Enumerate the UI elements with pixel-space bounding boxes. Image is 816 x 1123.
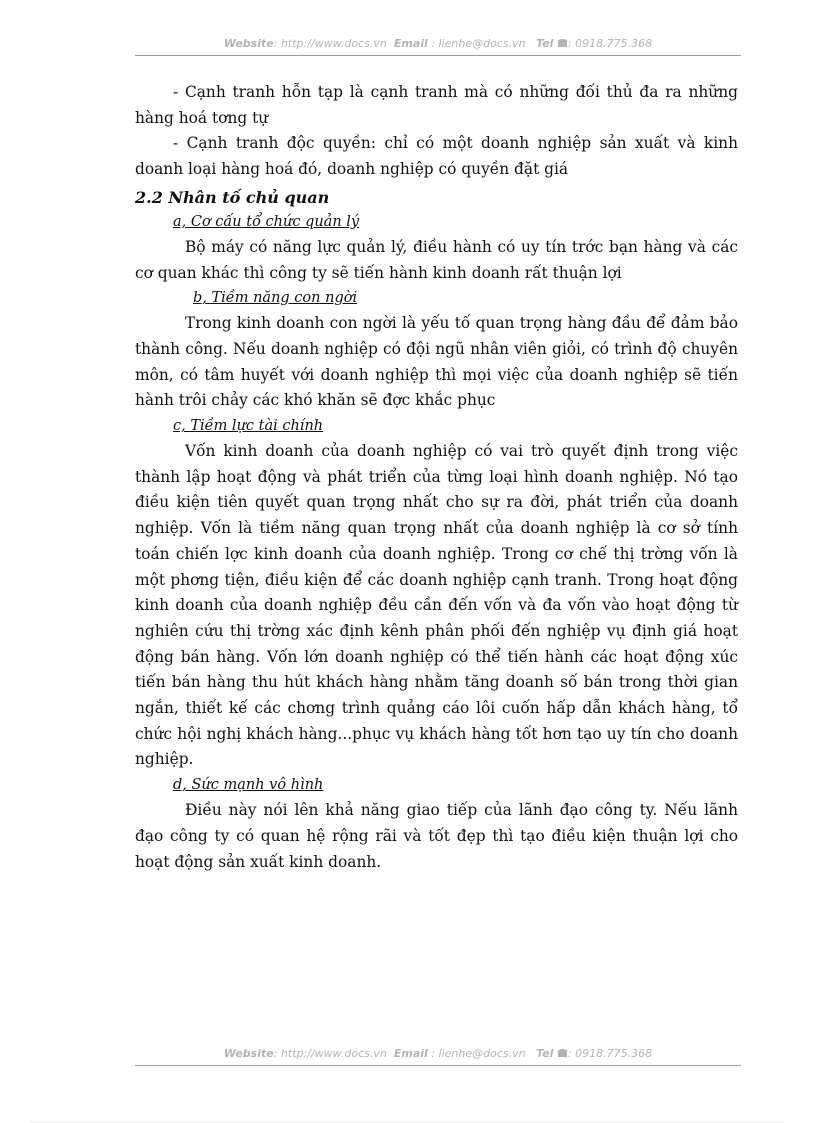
phone-icon: [557, 38, 568, 48]
subheading-intangible-power: d, Sức mạnh vô hình: [173, 777, 324, 794]
header-email-label: Email: [393, 37, 428, 50]
paragraph-human-potential: Trong kinh doanh con ngời là yếu tố quan trọng hàng đầu để đảm bảo thành công. Nếu doanh nghiệp có đội ngũ nhân viên giỏi, có trình độ chuyên môn, có tâm huyết với doanh nghiệp thì mọi việc của doanh nghiệp sẽ tiến hành trôi chảy các khó khăn sẽ đợc khắc phục: [135, 314, 738, 410]
footer-email-label: Email: [393, 1047, 428, 1060]
subheading-financial: c, Tiềm lực tài chính: [173, 418, 324, 435]
subheading-organization: a, Cơ cấu tổ chức quản lý: [173, 213, 360, 230]
section-heading: 2.2 Nhân tố chủ quan: [135, 187, 330, 207]
header-website-label: Website: [223, 37, 274, 50]
paragraph-organization: Bộ máy có năng lực quản lý, điều hành có uy tín trớc bạn hàng và các cơ quan khác thì công ty sẽ tiến hành kinh doanh rất thuận lợi: [135, 237, 738, 282]
page-footer: [135, 1047, 741, 1066]
footer-tel-number: : 0918.775.368: [567, 1047, 653, 1060]
subheading-human-potential: b, Tiềm năng con ngời: [193, 290, 358, 307]
page-header: [135, 37, 741, 56]
paragraph-competition-mixed: - Cạnh tranh hỗn tạp là cạnh tranh mà có những đối thủ đa ra những hàng hoá tơng tự: [135, 83, 738, 127]
paragraph-intangible-power: Điều này nói lên khả năng giao tiếp của lãnh đạo công ty. Nếu lãnh đạo công ty có quan hệ rộng rãi và tốt đẹp thì tạo điều kiện thuận lợi cho hoạt động sản xuất kinh doanh.: [135, 801, 738, 871]
footer-website-label: Website: [223, 1047, 274, 1060]
footer-email-address[interactable]: : lienhe@docs.vn: [431, 1047, 526, 1060]
footer-website-url[interactable]: : http://www.docs.vn: [273, 1047, 387, 1060]
page-edge-divider: [30, 1121, 786, 1122]
header-tel-number: : 0918.775.368: [567, 37, 653, 50]
paragraph-competition-monopoly: - Cạnh tranh độc quyền: chỉ có một doanh nghiệp sản xuất và kinh doanh loại hàng hoá đó, doanh nghiệp có quyền đặt giá: [135, 134, 738, 179]
paragraph-financial: Vốn kinh doanh của doanh nghiệp có vai trò quyết định trong việc thành lập hoạt động và phát triển của từng loại hình doanh nghiệp. Nó tạo điều kiện tiên quyết quan trọng nhất cho sự ra đời, phát triển của doanh nghiệp. Vốn là tiềm năng quan trọng nhất của doanh nghiệp là cơ sở tính toán chiến lợc kinh doanh của doanh nghiệp. Trong cơ chế thị trờng vốn là một phơng tiện, điều kiện để các doanh nghiệp cạnh tranh. Trong hoạt động kinh doanh của doanh nghiệp đều cần đến vốn và đa vốn vào hoạt động từ nghiên cứu thị trờng xác định kênh phân phối đến nghiệp vụ định giá hoạt động bán hàng. Vốn lớn doanh nghiệp có thể tiến hành các hoạt động xúc tiến bán hàng thu hút khách hàng nhằm tăng doanh số bán trong thời gian ngắn, thiết kế các chơng trình quảng cáo lôi cuốn hấp dẫn khách hàng, tổ chức hội nghị khách hàng...phục vụ khách hàng tốt hơn tạo uy tín cho doanh nghiệp.: [135, 442, 738, 769]
header-website-url[interactable]: : http://www.docs.vn: [273, 37, 387, 50]
phone-icon: [557, 1048, 568, 1058]
header-email-address[interactable]: : lienhe@docs.vn: [431, 37, 526, 50]
footer-tel-label: Tel: [536, 1047, 554, 1060]
header-tel-label: Tel: [536, 37, 554, 50]
document-body: [135, 80, 738, 875]
